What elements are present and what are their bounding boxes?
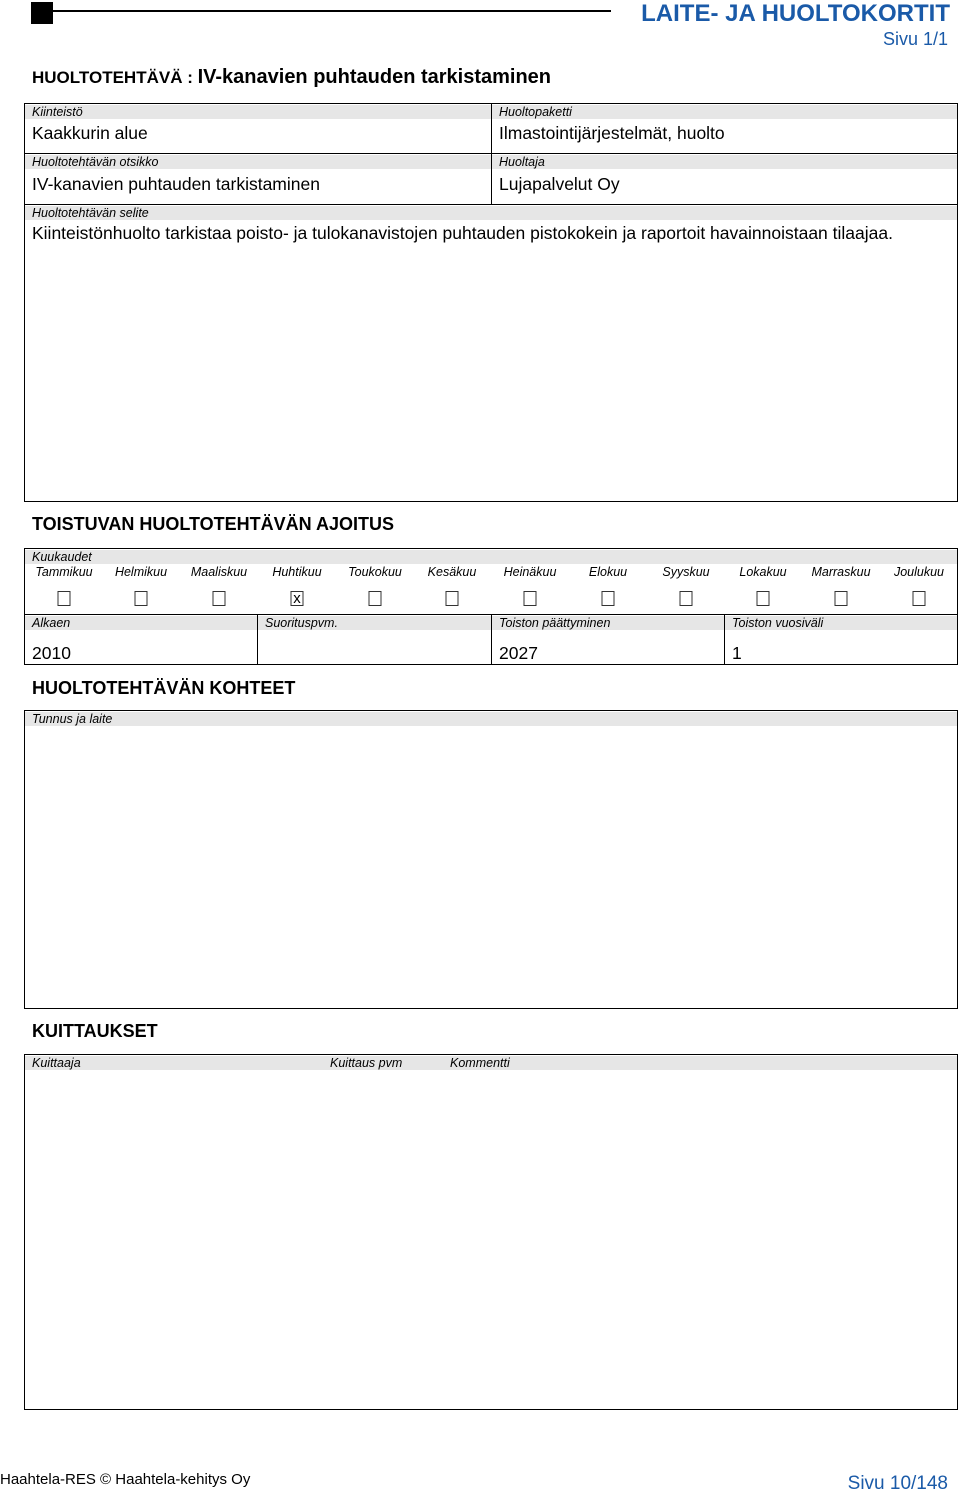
- huoltaja-value: Lujapalvelut Oy: [499, 174, 620, 194]
- otsikko-value: IV-kanavien puhtauden tarkistaminen: [32, 174, 320, 194]
- page-indicator: Sivu 1/1: [882, 29, 948, 49]
- month-label: Maaliskuu: [190, 565, 248, 579]
- task-separator: :: [182, 68, 198, 87]
- vuosivali-label: Toiston vuosiväli: [725, 616, 957, 630]
- month-label: Helmikuu: [114, 565, 168, 579]
- month-label: Huhtikuu: [272, 565, 322, 579]
- month-label: Heinäkuu: [503, 565, 557, 579]
- huoltopaketti-value: Ilmastointijärjestelmät, huolto: [499, 123, 725, 143]
- month-label: Lokakuu: [739, 565, 787, 579]
- month-checkbox[interactable]: [213, 591, 226, 606]
- month-checkbox[interactable]: [369, 591, 382, 606]
- alkaen-label: Alkaen: [25, 616, 257, 630]
- alkaen-value: 2010: [32, 643, 71, 663]
- month-label: Marraskuu: [811, 565, 871, 579]
- huoltaja-label: Huoltaja: [492, 155, 957, 169]
- footer-page-number: Sivu 10/148: [847, 1473, 948, 1494]
- ack-section-title: KUITTAUKSET: [32, 1021, 158, 1041]
- ack-col-kuittaaja: Kuittaaja: [32, 1056, 81, 1070]
- paattyminen-value: 2027: [499, 643, 538, 663]
- kiinteisto-value: Kaakkurin alue: [32, 123, 148, 143]
- month-checkbox[interactable]: [524, 591, 537, 606]
- targets-section-title: HUOLTOTEHTÄVÄN KOHTEET: [32, 678, 296, 698]
- month-label: Toukokuu: [348, 565, 402, 579]
- task-title: IV-kanavien puhtauden tarkistaminen: [197, 66, 552, 88]
- targets-box: [24, 710, 958, 1009]
- selite-label: Huoltotehtävän selite: [25, 206, 957, 220]
- suorituspvm-label: Suorituspvm.: [258, 616, 491, 630]
- month-checkbox[interactable]: [757, 591, 770, 606]
- footer-copyright: Haahtela-RES © Haahtela-kehitys Oy: [0, 1471, 251, 1488]
- month-checkbox[interactable]: [135, 591, 148, 606]
- month-checkbox[interactable]: [602, 591, 615, 606]
- kiinteisto-label: Kiinteistö: [25, 105, 491, 119]
- info-divider-row2: [24, 204, 958, 205]
- huoltopaketti-label: Huoltopaketti: [492, 105, 957, 119]
- vuosivali-value: 1: [732, 643, 742, 663]
- month-label: Kesäkuu: [427, 565, 477, 579]
- info-divider-row1: [24, 153, 958, 154]
- document-title: LAITE- JA HUOLTOKORTIT: [641, 0, 950, 27]
- month-checkbox[interactable]: x: [291, 591, 304, 606]
- month-label: Joulukuu: [893, 565, 945, 579]
- month-checkbox[interactable]: [680, 591, 693, 606]
- paattyminen-label: Toiston päättyminen: [492, 616, 724, 630]
- selite-value: Kiinteistönhuolto tarkistaa poisto- ja tulokanavistojen puhtauden pistokokein ja raportoit havainnoistaan tilaajaa.: [32, 223, 893, 243]
- header-marker-square: [31, 2, 53, 24]
- months-label: Kuukaudet: [25, 550, 957, 564]
- task-heading: [32, 66, 551, 89]
- otsikko-label: Huoltotehtävän otsikko: [25, 155, 491, 169]
- month-checkbox[interactable]: [58, 591, 71, 606]
- month-checkbox[interactable]: [835, 591, 848, 606]
- month-label: Tammikuu: [35, 565, 93, 579]
- ack-col-kommentti: Kommentti: [450, 1056, 510, 1070]
- month-checkbox[interactable]: [913, 591, 926, 606]
- header-rule: [53, 10, 611, 12]
- month-checkbox[interactable]: [446, 591, 459, 606]
- ack-box: [24, 1054, 958, 1410]
- ack-col-pvm: Kuittaus pvm: [330, 1056, 403, 1070]
- month-label: Syyskuu: [662, 565, 710, 579]
- month-label: Elokuu: [588, 565, 628, 579]
- task-prefix: HUOLTOTEHTÄVÄ: [32, 68, 183, 87]
- targets-column-label: Tunnus ja laite: [25, 712, 957, 726]
- schedule-section-title: TOISTUVAN HUOLTOTEHTÄVÄN AJOITUS: [32, 514, 395, 534]
